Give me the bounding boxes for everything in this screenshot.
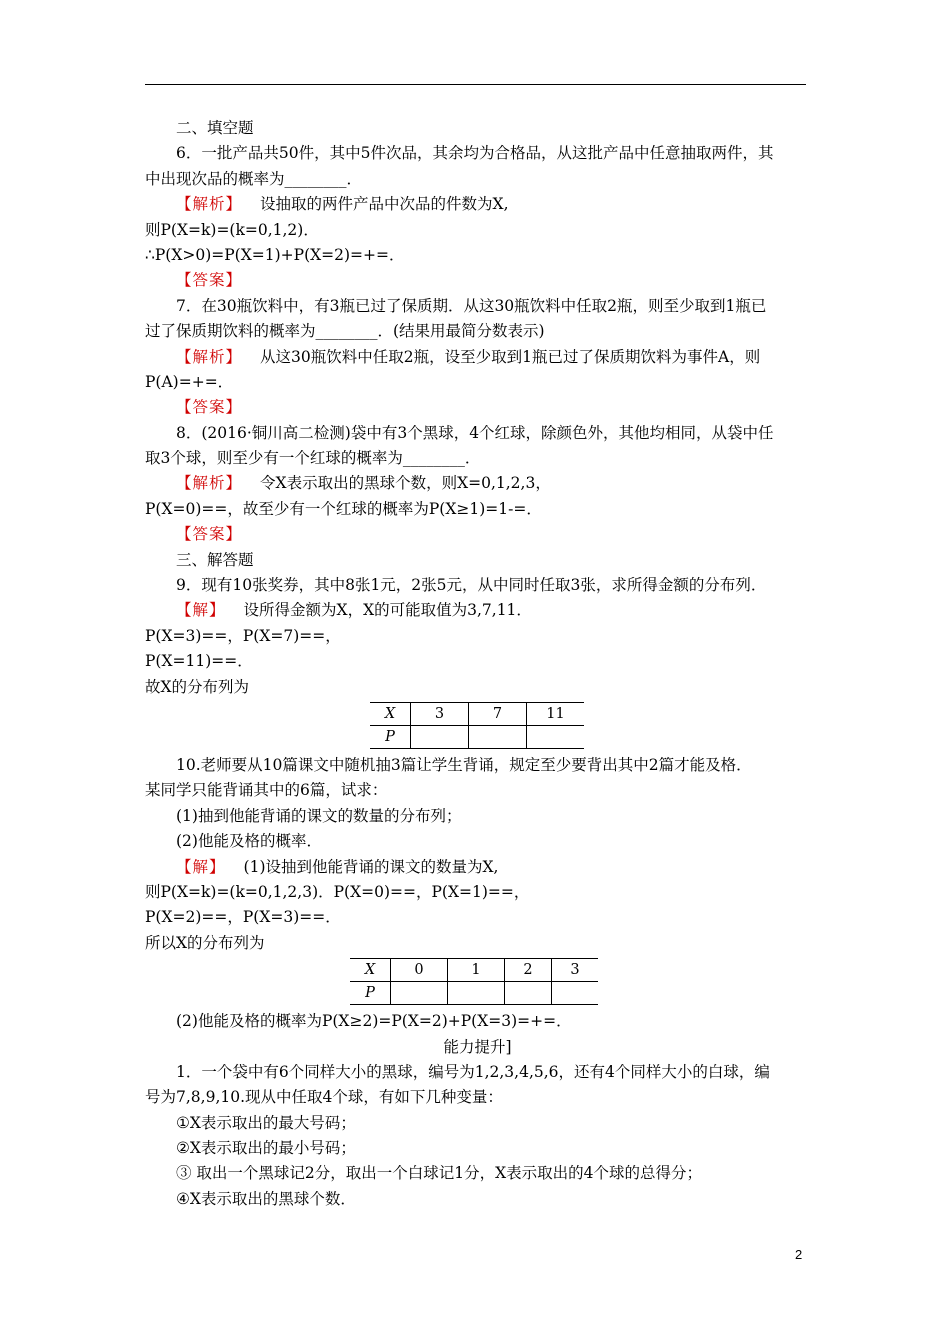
table-cell: X: [350, 959, 391, 982]
question-10-line-1: 10.老师要从10篇课文中随机抽3篇让学生背诵，规定至少要背出其中2篇才能及格．: [176, 755, 752, 774]
analysis-tag: 【 解析 】: [176, 348, 242, 366]
question-line: 1．一个袋中有6个同样大小的黑球，编号为1,2,3,4,5,6，还有4个同样大小的白球，编: [176, 1062, 770, 1081]
table-cell: [527, 725, 585, 748]
solution-text: (1)设抽到他能背诵的课文的数量为X,: [243, 857, 499, 876]
question-9-line-1: 9．现有10张奖券，其中8张1元，2张5元，从中同时任取3张，求所得金额的分布列．: [176, 576, 767, 595]
table-cell: 11: [527, 702, 585, 725]
section-title: 三、解答题: [176, 550, 254, 569]
header-rule: [145, 84, 806, 85]
option-item: ③ 取出一个黑球记2分，取出一个白球记1分，X表示取出的4个球的总得分；: [176, 1164, 703, 1183]
table-cell: [448, 982, 505, 1005]
question-part: (1)抽到他能背诵的课文的数量的分布列；: [176, 806, 462, 825]
answer-line: [145, 395, 810, 420]
solution-line: [145, 598, 810, 623]
table-cell: P: [350, 982, 391, 1005]
solution-line: [145, 471, 810, 496]
option-item: ④X表示取出的黑球个数．: [176, 1189, 356, 1208]
distribution-table: [370, 702, 584, 749]
solution-line: P(A)=+=．: [145, 372, 234, 391]
analysis-tag: 【 解析 】: [176, 474, 242, 492]
question-6-line-1: 6．一批产品共50件，其中5件次品，其余均为合格品，从这批产品中任意抽取两件，其: [176, 144, 774, 163]
answer-tag: 【 答案 】: [176, 398, 242, 416]
question-8-line-1: 8．(2016·铜川高二检测)袋中有3个黑球，4个红球，除颜色外，其他均相同，从袋中任: [176, 423, 774, 442]
solution-line: (2)他能及格的概率为P(X≥2)=P(X=2)+P(X=3)=+=．: [176, 1012, 572, 1031]
solution-line: P(X=11)==．: [145, 652, 253, 671]
table-cell: 1: [448, 959, 505, 982]
question-10-line-2: 某同学只能背诵其中的6篇，试求：: [145, 781, 388, 800]
question-7-line-1: 7．在30瓶饮料中，有3瓶已过了保质期．从这30瓶饮料中任取2瓶，则至少取到1瓶已: [176, 296, 767, 315]
distribution-table: [350, 958, 598, 1005]
solution-line: 则P(X=k)=(k=0,1,2,3)．P(X=0)==，P(X=1)==，: [145, 882, 530, 901]
table-cell: 7: [469, 702, 527, 725]
solution-line: P(X=0)==，故至少有一个红球的概率为P(X≥1)=1-=．: [145, 499, 542, 518]
table-cell: [469, 725, 527, 748]
table-cell: 0: [391, 959, 448, 982]
answer-tag: 【 答案 】: [176, 271, 242, 289]
page-number: 2: [795, 1247, 803, 1262]
solution-line: ∴P(X>0)=P(X=1)+P(X=2)=+=．: [145, 245, 405, 264]
table-cell: 3: [552, 959, 599, 982]
table-row: [350, 982, 598, 1005]
table-row: [350, 959, 598, 982]
table-cell: 2: [505, 959, 552, 982]
question-part: (2)他能及格的概率．: [176, 832, 322, 851]
table-cell: [391, 982, 448, 1005]
table-cell: [505, 982, 552, 1005]
solution-text: 令X表示取出的黑球个数，则X=0,1,2,3，: [260, 474, 551, 493]
question-line: 号为7,8,9,10.现从中任取4个球，有如下几种变量：: [145, 1088, 503, 1107]
table-row: [370, 725, 584, 748]
option-item: ①X表示取出的最大号码；: [176, 1113, 356, 1132]
solution-line: P(X=2)==，P(X=3)==．: [145, 908, 341, 927]
solution-tag: 【 解 】: [176, 858, 226, 876]
solution-line: 则P(X=k)=(k=0,1,2)．: [145, 220, 319, 239]
answer-tag: 【 答案 】: [176, 525, 242, 543]
table-cell: P: [370, 725, 411, 748]
solution-line: [145, 345, 810, 370]
table-cell: X: [370, 702, 411, 725]
solution-line: 所以X的分布列为: [145, 933, 265, 952]
solution-line: [145, 192, 810, 217]
solution-text: 设所得金额为X，X的可能取值为3,7,11．: [243, 601, 532, 620]
question-7-line-2: 过了保质期饮料的概率为________．(结果用最简分数表示): [145, 322, 545, 341]
table-row: [370, 702, 584, 725]
option-item: ②X表示取出的最小号码；: [176, 1139, 356, 1158]
section-title: 能力提升]: [443, 1037, 512, 1056]
table-cell: [411, 725, 469, 748]
solution-tag: 【 解 】: [176, 601, 226, 619]
solution-line: 故X的分布列为: [145, 677, 250, 696]
document-body: [145, 116, 810, 1212]
answer-line: [145, 522, 810, 547]
solution-text: 从这30瓶饮料中任取2瓶，设至少取到1瓶已过了保质期饮料为事件A，则: [260, 347, 761, 366]
solution-text: 设抽取的两件产品中次品的件数为X,: [260, 195, 509, 214]
solution-line: [145, 855, 810, 880]
section-title: 二、填空题: [176, 119, 254, 137]
question-8-line-2: 取3个球，则至少有一个红球的概率为________．: [145, 449, 481, 468]
answer-line: [145, 268, 810, 293]
analysis-tag: 【 解析 】: [176, 195, 242, 213]
solution-line: P(X=3)==，P(X=7)==，: [145, 626, 341, 645]
question-6-line-2: 中出现次品的概率为________．: [145, 169, 363, 188]
table-cell: 3: [411, 702, 469, 725]
table-cell: [552, 982, 599, 1005]
